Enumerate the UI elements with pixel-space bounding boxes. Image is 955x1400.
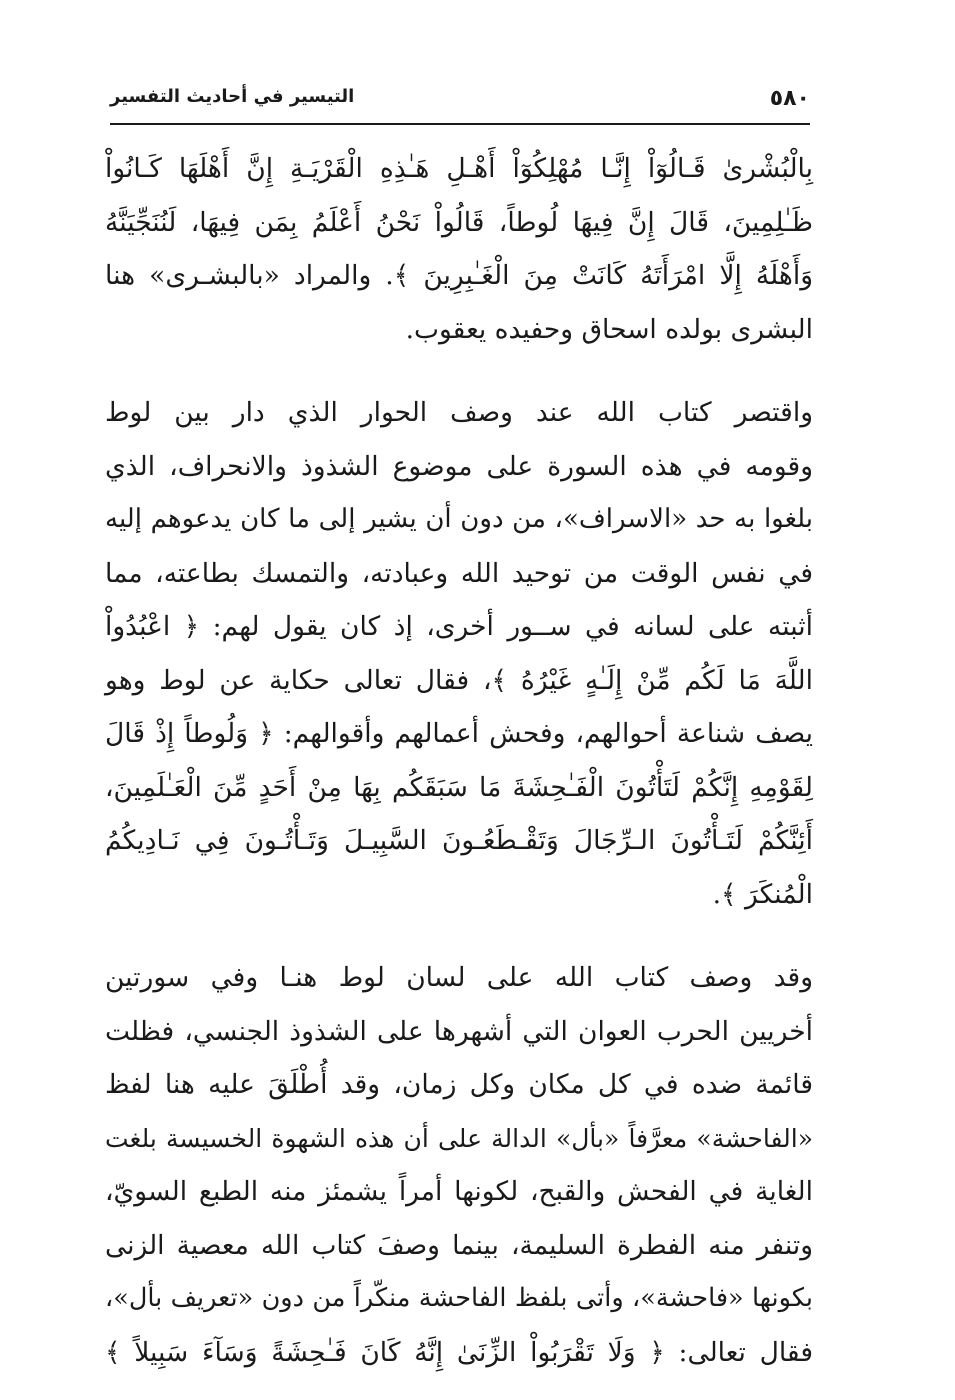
paragraph-1 (105, 142, 813, 356)
paragraph-2 (105, 386, 813, 921)
text-line: يصف شناعة أحوالهم، وفحش أعمالهم وأقوالهم: ﴿ وَلُوطاً إِذْ قَالَ (105, 718, 813, 749)
text-line: البشرى بولده اسحاق وحفيده يعقوب. (405, 313, 813, 345)
text-line: واقتصر كتاب الله عند وصف الحوار الذي دار بين لوط (105, 397, 813, 428)
text-line: الغاية في الفحش والقبح، لكونها أمراً يشمئز منه الطبع السويّ، (105, 1176, 813, 1207)
page-number: ٥٨٠ (769, 86, 810, 111)
paragraph-spacer (105, 356, 813, 386)
paragraph-3 (105, 951, 813, 1379)
text-line: بلغوا به حد «الاسراف»، من دون أن يشير إلى ما كان يدعوهم إليه (105, 504, 813, 534)
text-line: فقال تعالى: ﴿ وَلَا تَقْرَبُواْ الزِّنَىٰ إِنَّهُ كَانَ فَـٰحِشَةً وَسَآءَ سَبِيلاً ﴾ (105, 1336, 813, 1368)
running-title: التيسير في أحاديث التفسير (110, 86, 355, 107)
text-line: «الفاحشة» معرَّفاً «بأل» الدالة على أن هذه الشهوة الخسيسة بلغت (105, 1123, 813, 1153)
page-header (110, 86, 810, 122)
text-line: ظَـٰلِمِينَ، قَالَ إِنَّ فِيهَا لُوطاً، قَالُواْ نَحْنُ أَعْلَمُ بِمَن فِيهَا، لَنُنَجِّيَنَّهُ (105, 206, 813, 238)
text-line: في نفس الوقت من توحيد الله وعبادته، والتمسك بطاعته، مما (105, 557, 813, 589)
text-line: أَئِنَّكُمْ لَتَـأْتُونَ الـرِّجَالَ وَتَقْـطَعُـونَ السَّبِيـلَ وَتَـأْتُـونَ فِي نَـادِيكُمُ (105, 825, 813, 856)
text-line: وتنفر منه الفطرة السليمة، بينما وصفَ كتاب الله معصية الزنى (105, 1229, 813, 1261)
text-line: بكونها «فاحشة»، وأتى بلفظ الفاحشة منكّراً من دون «تعريف بأل»، (105, 1283, 813, 1313)
text-line: أثبته على لسانه في ســور أخرى، إذ كان يقول لهم: ﴿ اعْبُدُواْ (105, 611, 813, 642)
page-body (105, 142, 813, 1379)
text-line: أخريين الحرب العوان التي أشهرها على الشذوذ الجنسي، فظلت (105, 1015, 813, 1047)
paragraph-spacer (105, 921, 813, 951)
text-line: اللَّهَ مَا لَكُم مِّنْ إِلَـٰهٍ غَيْرُهُ ﴾، فقال تعالى حكاية عن لوط وهو (105, 664, 813, 696)
text-line: الْمُنكَرَ ﴾. (712, 878, 813, 910)
text-line: وَأَهْلَهُ إِلَّا امْرَأَتَهُ كَانَتْ مِنَ الْغَـٰبِرِينَ ﴾. والمراد «بالبشـرى» هنا (105, 260, 813, 291)
text-line: لِقَوْمِهِ إِنَّكُمْ لَتَأْتُونَ الْفَـٰحِشَةَ مَا سَبَقَكُم بِهَا مِنْ أَحَدٍ مِّنَ الْعَـٰلَمِينَ، (105, 771, 813, 803)
text-line: وقومه في هذه السورة على موضوع الشذوذ والانحراف، الذي (105, 450, 813, 482)
text-line: وقد وصف كتاب الله على لسان لوط هنـا وفي سورتين (105, 962, 813, 993)
header-divider (110, 123, 810, 125)
text-line: بِالْبُشْرىٰ قَـالُوٓاْ إِنَّـا مُهْلِكُوٓاْ أَهْـلِ هَـٰذِهِ الْقَرْيَـةِ إِنَّ أَهْلَهَا كَـانُواْ (105, 153, 813, 184)
text-line: قائمة ضده في كل مكان وكل زمان، وقد أُطْلَقَ عليه هنا لفظ (105, 1069, 813, 1100)
